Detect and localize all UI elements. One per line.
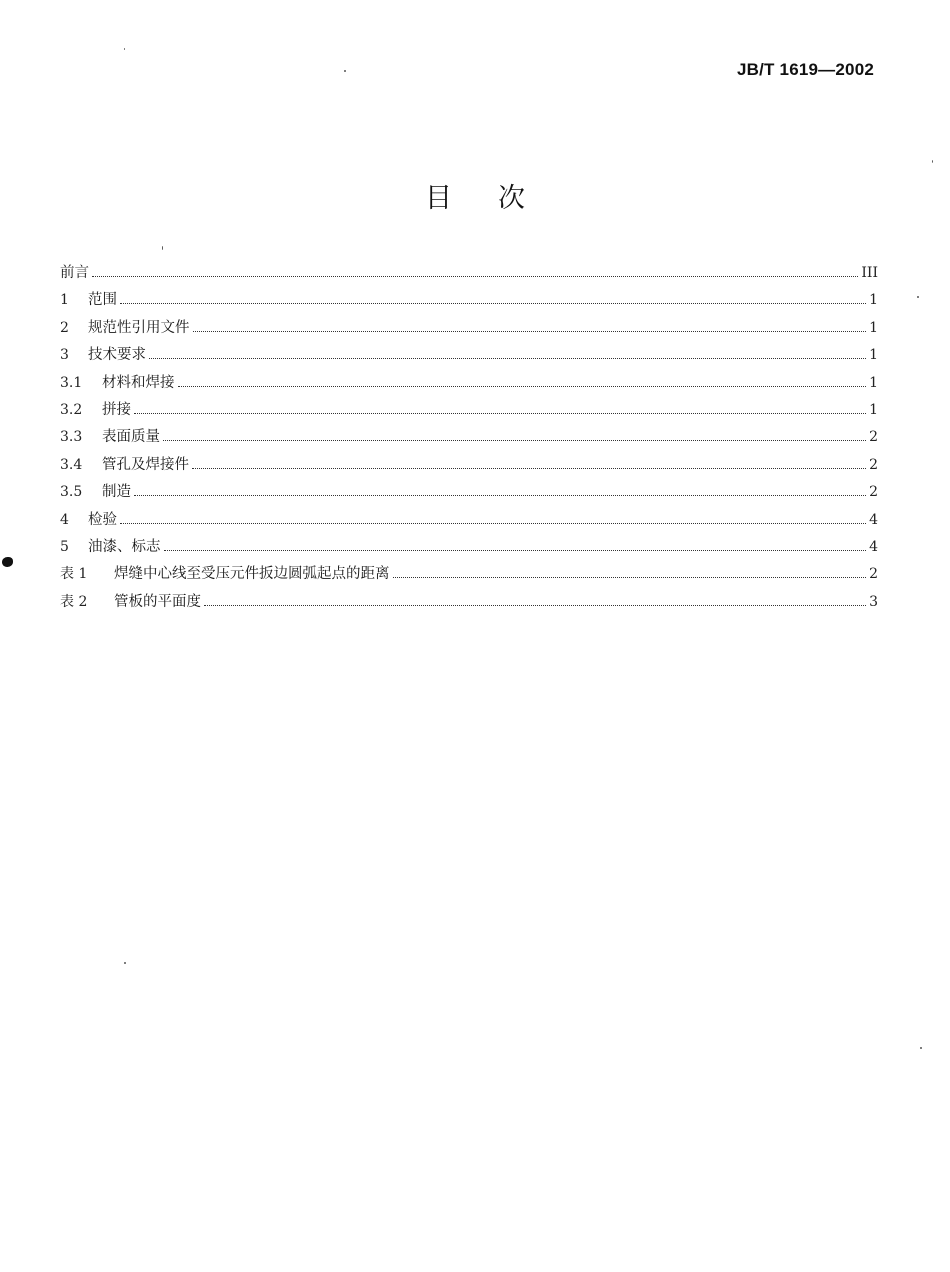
- toc-entry-page: 1: [869, 319, 878, 336]
- toc-entry-page: 1: [869, 292, 878, 309]
- toc-entry-number: 3.3: [60, 429, 83, 446]
- toc-entry[interactable]: [60, 370, 878, 397]
- dot-leader: [193, 331, 867, 332]
- scan-speck: [932, 160, 933, 163]
- toc-entry-title: 技术要求: [88, 347, 146, 364]
- toc-entry-page: 1: [869, 374, 878, 391]
- toc-entry-number: 5: [60, 538, 69, 555]
- dot-leader: [164, 550, 867, 551]
- dot-leader: [149, 358, 866, 359]
- toc-entry-title: 规范性引用文件: [88, 319, 190, 336]
- toc-entry-number: 3: [60, 347, 69, 364]
- toc-entry-title: 材料和焊接: [102, 374, 175, 391]
- toc-entry-title: 检验: [88, 511, 117, 528]
- page-title: 目次: [425, 183, 571, 214]
- toc-entry-number: 1: [60, 292, 69, 309]
- toc-entry-page: III: [861, 265, 878, 281]
- toc-entry-page: 4: [869, 511, 878, 528]
- dot-leader: [178, 386, 867, 387]
- toc-entry-page: 2: [869, 456, 878, 473]
- toc-entry[interactable]: [60, 315, 878, 342]
- dot-leader: [192, 468, 866, 469]
- toc-entry-page: 1: [869, 347, 878, 364]
- toc-entry[interactable]: [60, 479, 878, 506]
- scan-speck: [162, 246, 163, 250]
- dot-leader: [120, 523, 866, 524]
- toc-entry-number: 3.1: [60, 374, 83, 391]
- dot-leader: [92, 276, 858, 277]
- dot-leader: [120, 303, 866, 304]
- toc-entry-number: 表 1: [60, 566, 88, 583]
- toc-entry-title: 油漆、标志: [88, 538, 161, 555]
- toc-entry-number: 表 2: [60, 593, 88, 610]
- toc-entry[interactable]: [60, 452, 878, 479]
- toc-entry-number: 2: [60, 319, 69, 336]
- toc-entry-title: 范围: [88, 292, 117, 309]
- toc-entry-page: 2: [869, 484, 878, 501]
- dot-leader: [134, 495, 866, 496]
- scan-mark: [2, 557, 13, 567]
- toc-entry-number: 4: [60, 511, 69, 528]
- document-number: JB/T 1619—2002: [737, 60, 874, 79]
- toc-entry-page: 4: [869, 538, 878, 555]
- toc-entry-number: 3.2: [60, 401, 83, 418]
- toc-entry-page: 2: [869, 429, 878, 446]
- toc-entry[interactable]: [60, 424, 878, 451]
- dot-leader: [163, 440, 866, 441]
- toc-entry-title: 管板的平面度: [114, 593, 201, 610]
- toc-entry-number: 3.4: [60, 456, 83, 473]
- toc-entry-title: 焊缝中心线至受压元件扳边圆弧起点的距离: [114, 566, 390, 583]
- table-of-contents: [60, 260, 878, 616]
- toc-entry-title: 拼接: [102, 401, 131, 418]
- toc-entry[interactable]: [60, 534, 878, 561]
- scan-speck: [344, 70, 346, 72]
- dot-leader: [393, 577, 867, 578]
- toc-entry[interactable]: [60, 342, 878, 369]
- toc-entry[interactable]: [60, 507, 878, 534]
- toc-entry[interactable]: [60, 397, 878, 424]
- scan-speck: [920, 1047, 922, 1049]
- dot-leader: [204, 605, 866, 606]
- toc-entry[interactable]: [60, 561, 878, 588]
- toc-entry-title: 制造: [102, 484, 131, 501]
- toc-entry-number: 3.5: [60, 484, 83, 501]
- toc-entry-page: 2: [869, 566, 878, 583]
- toc-entry-title: 表面质量: [102, 429, 160, 446]
- scan-speck: [917, 296, 919, 298]
- toc-entry[interactable]: [60, 260, 878, 287]
- toc-entry[interactable]: [60, 287, 878, 314]
- dot-leader: [134, 413, 866, 414]
- toc-entry-page: 3: [869, 593, 878, 610]
- toc-entry-page: 1: [869, 401, 878, 418]
- toc-entry-title: 前言: [60, 265, 89, 281]
- scan-speck: [124, 962, 126, 964]
- scan-speck: [124, 48, 125, 50]
- toc-entry[interactable]: [60, 589, 878, 616]
- toc-entry-title: 管孔及焊接件: [102, 456, 189, 473]
